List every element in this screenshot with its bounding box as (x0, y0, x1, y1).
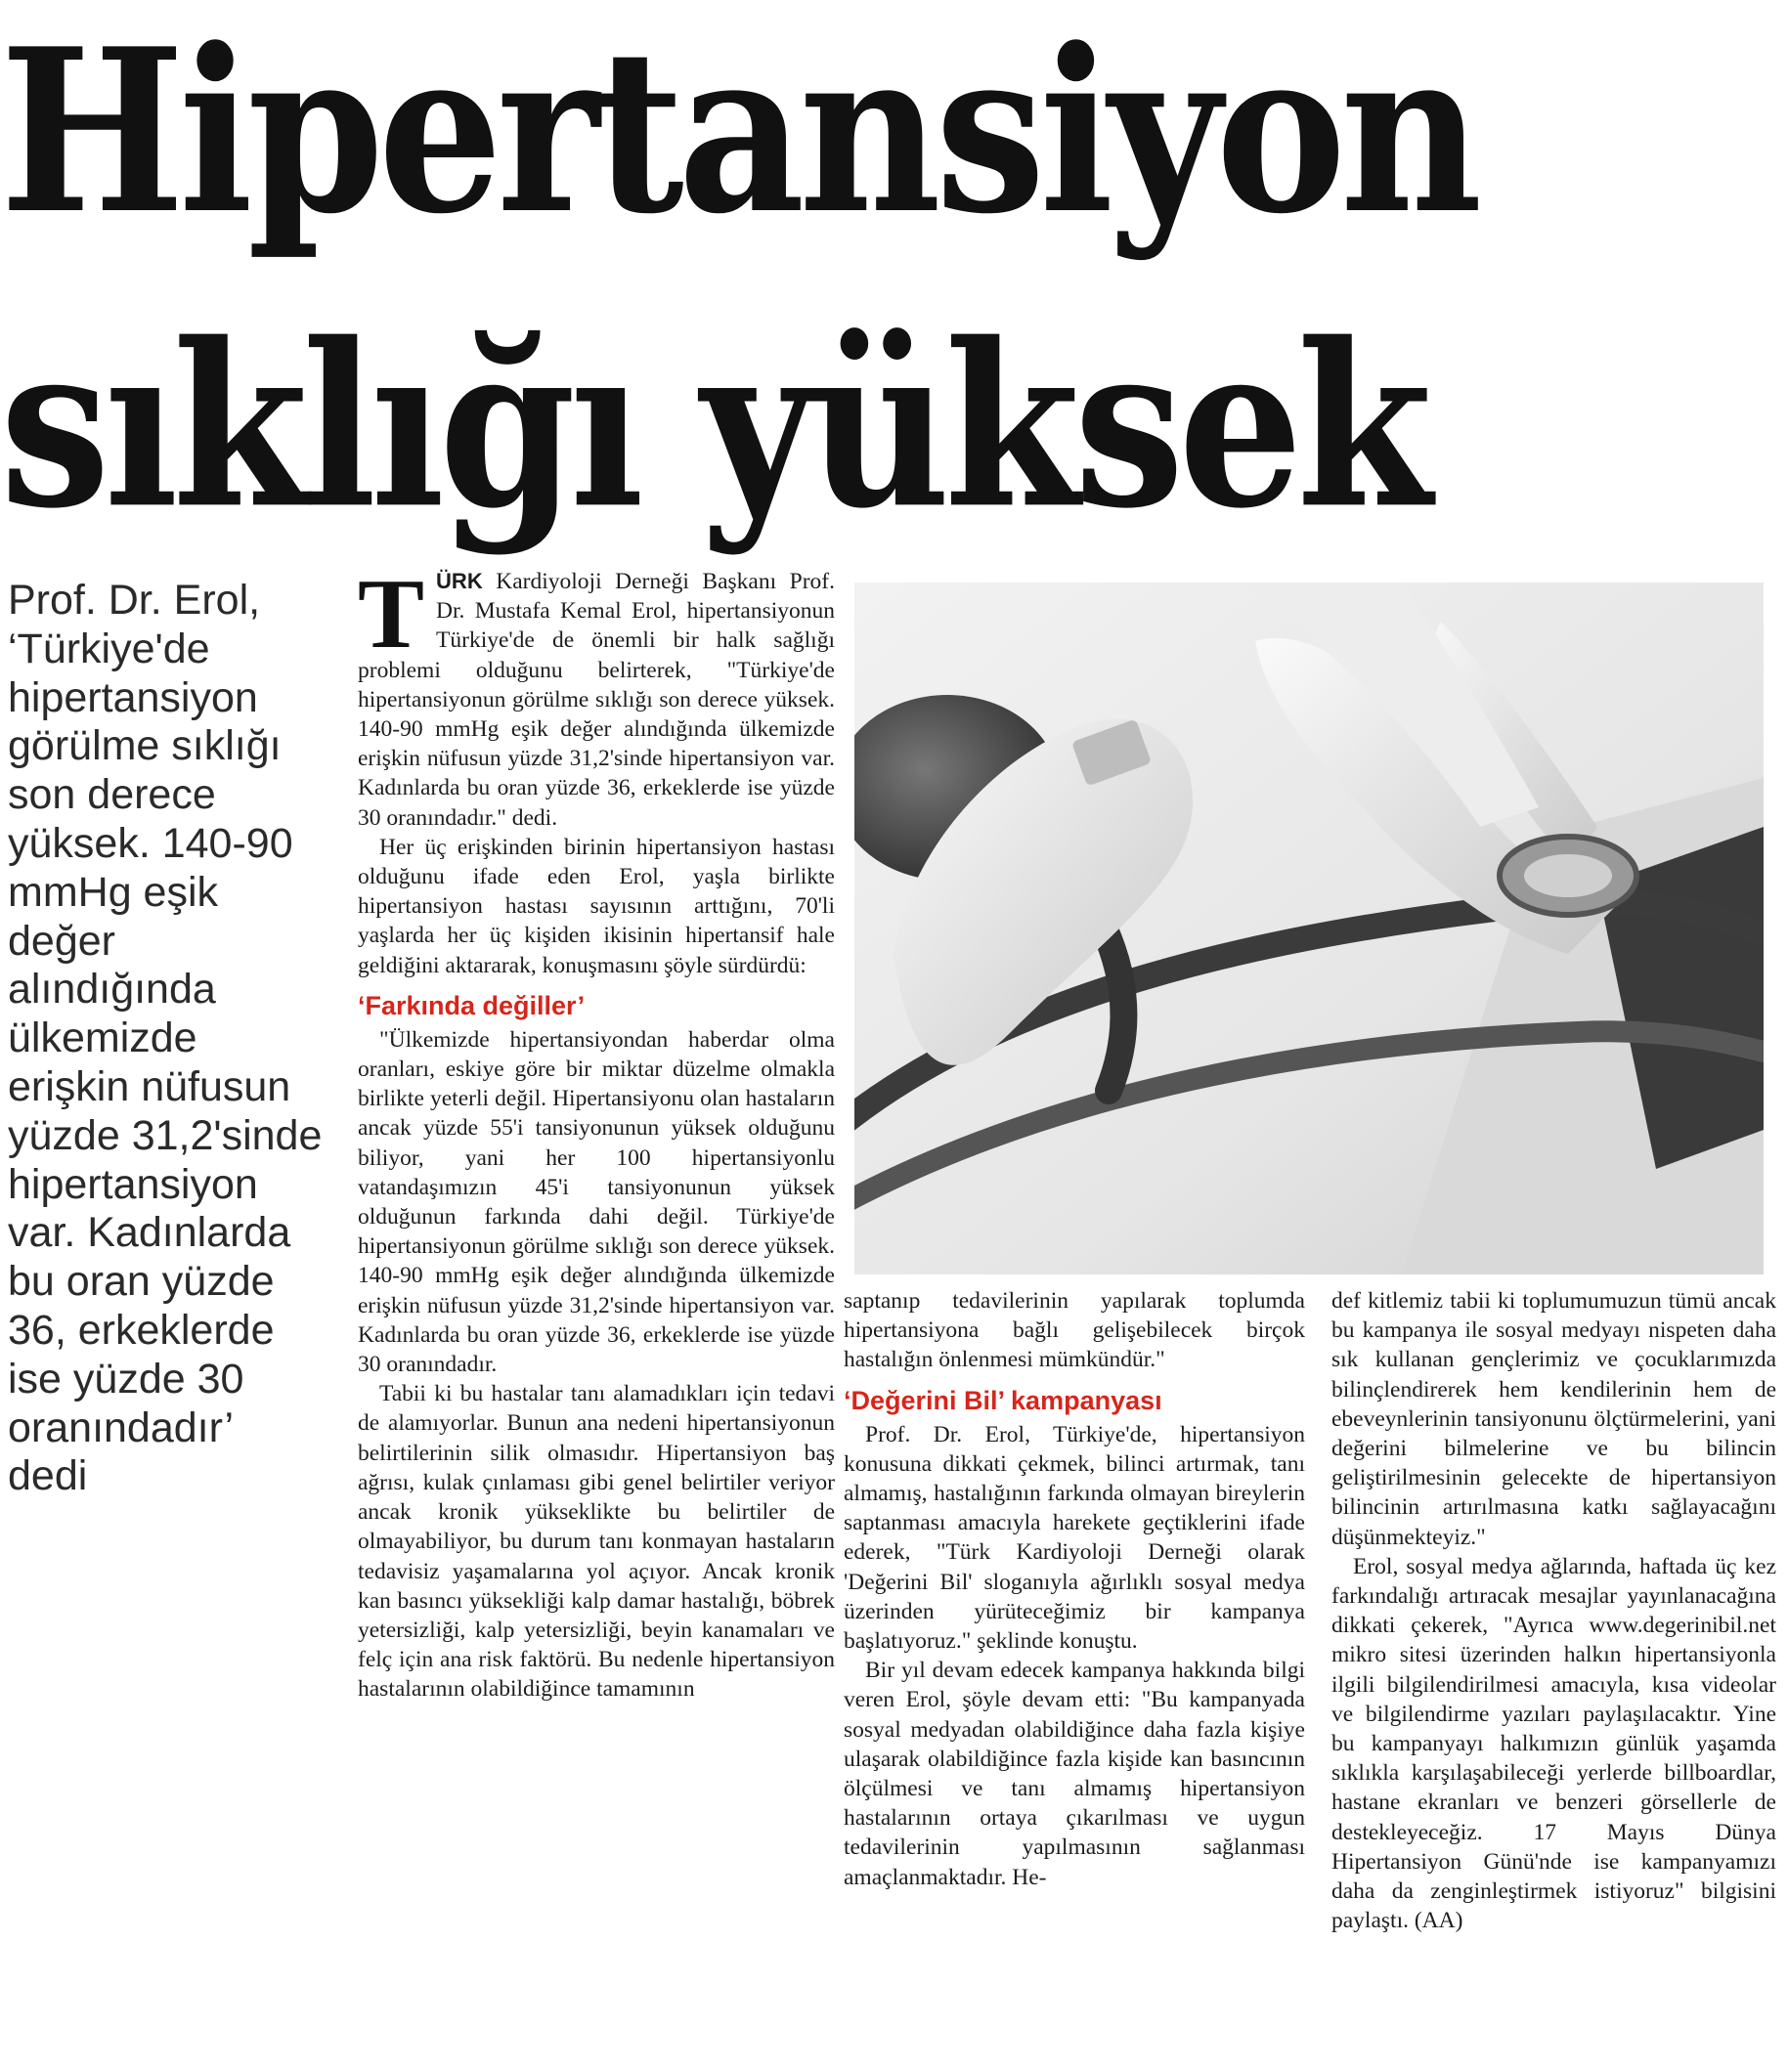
headline-line-1: Hipertansiyon (0, 0, 1477, 265)
article-paragraph-continued: def kitlemiz tabii ki toplumumuzun tümü ancak bu kampanya ile sosyal medyayı nispeten daha sık kullanan gençlerimiz ve çocuklarımızda bilinçlendirerek hem kendilerinin hem de ebeveynlerinin tansiyonunu ölçtürmelerini, yani değerini bilmelerine ve bu bilincin geliştirilmesinin gelecekte de hipertansiyon bilincinin artırılmasına katkı sağlayacağını düşünmekteyiz." (1331, 1288, 1776, 1550)
headline-line-2: sıklığı yüksek (0, 294, 1427, 559)
article-paragraph: Bir yıl devam edecek kampanya hakkında bilgi veren Erol, şöyle devam etti: "Bu kampanyada sosyal medyadan olabildiğince daha fazla kişiye ulaşarak olabildiğince fazla kişide kan basıncının ölçülmesi ve tanı almamış hipertansiyon hastalarının ortaya çıkarılması ve uygun tedavilerinin yapılmasının sağlanması amaçlanmaktadır. He- (844, 1658, 1305, 1890)
article-paragraph: Tabii ki bu hastalar tanı alamadıkları için tedavi de alamıyorlar. Bunun ana nedeni hipertansiyonun belirtilerinin silik olmasıdır. Hipertansiyon baş ağrısı, kulak çınlaması gibi genel belirtiler veriyor ancak kronik yükseklikte bu belirtiler de olmayabiliyor, bu durum tanı konmayan hastaların tedavisiz yaşamalarına yol açıyor. Ancak kronik kan basıncı yüksekliği kalp damar hastalığı, böbrek yetersizliği, kalp yetersizliği, beyin kanamaları ve felç için ana risk faktörü. Bu nedenle hipertansiyon hastalarının olabildiğince tamamının (358, 1381, 835, 1703)
pull-quote: Prof. Dr. Erol, ‘Türkiye'de hipertansiyon görülme sıklığı son derece yüksek. 140-90 mmHg eşik değer alındığında ülkemizde erişkin nüfusun yüzde 31,2'sinde hipertansiyon var. Kadınlarda bu oran yüzde 36, erkeklerde ise yüzde 30 oranındadır’ dedi (8, 577, 323, 1500)
article-column-2 (844, 1286, 1305, 1892)
photo-illustration (854, 583, 1764, 1274)
subheading-degerini-bil: ‘Değerini Bil’ kampanyası (844, 1385, 1162, 1415)
article-paragraph-continued: saptanıp tedavilerinin yapılarak toplumda hipertansiyona bağlı gelişebilecek birçok hastalığın önlenmesi mümkündür." (844, 1288, 1305, 1373)
drop-cap: T (358, 559, 425, 669)
article-paragraph: Prof. Dr. Erol, Türkiye'de, hipertansiyon konusuna dikkati çekmek, bilinci artırmak, tanı almamış, hastalığının farkında olmayan bireylerin saptanması amacıyla harekete geçtiklerini ifade ederek, "Türk Kardiyoloji Derneği olarak 'Değerini Bil' sloganıyla ağırlıklı sosyal medya üzerinden yürüteceğimiz bir kampanya başlatıyoruz." şeklinde konuştu. (844, 1421, 1305, 1655)
article-lead-paragraph (358, 559, 835, 833)
blood-pressure-photo (854, 583, 1764, 1274)
article-paragraph: Erol, sosyal medya ağlarında, haftada üç kez farkındalığı artıracak mesajlar yayınlanacağına dikkati çekerek, "Ayrıca www.degerinibil.net mikro sitesi üzerinden halkın hipertansiyonla ilgili bilgilendirilmesi amacıyla, kısa videolar ve bilgilendirme yazıları paylaşılacaktır. Yine bu kampanyayı halkımızın günlük yaşamda sıklıkla karşılaşabileceği yerlerde billboardlar, hastane ekranları ve benzeri görsellerle de destekleyeceğiz. 17 Mayıs Dünya Hipertansiyon Günü'nde ise kampanyamızı daha da zenginleştirmek istiyoruz" bilgisini paylaştı. (AA) (1331, 1553, 1776, 1934)
subheading-farkinda: ‘Farkında değiller’ (358, 990, 586, 1020)
article-column-3 (1331, 1286, 1776, 1935)
article-paragraph: Her üç erişkinden birinin hipertansiyon hastası olduğunu ifade eden Erol, yaşla birlikte hipertansiyon hastası sayısının arttığını, 70'li yaşlarda her üç kişiden ikisinin hipertansif hale geldiğini aktararak, konuşmasını şöyle sürdürdü: (358, 834, 835, 978)
lead-paragraph-text: Kardiyoloji Derneği Başkanı Prof. Dr. Mustafa Kemal Erol, hipertansiyonun Türkiye'de de önemli bir halk sağlığı problemi olduğunu belirterek, "Türkiye'de hipertansiyonun görülme sıklığı son derece yüksek. 140-90 mmHg eşik değer alındığında ülkemizde erişkin nüfusun yüzde 31,2'sinde hipertansiyon var. Kadınlarda bu oran yüzde 36, erkeklerde ise yüzde 30 oranındadır." dedi. (358, 569, 835, 831)
article-column-1 (358, 559, 835, 1705)
lead-word: ÜRK (436, 569, 483, 593)
article-paragraph: "Ülkemizde hipertansiyondan haberdar olma oranları, eskiye göre bir miktar düzelme olmakla birlikte yeterli değil. Hipertansiyonu olan hastaların ancak yüzde 55'i tansiyonunun yüksek olduğunu biliyor, yani her 100 hipertansiyonlu vatandaşımızın 45'i tansiyonunun yüksek olduğunun farkında dahi değil. Türkiye'de hipertansiyonun görülme sıklığı son derece yüksek. 140-90 mmHg eşik değer alındığında ülkemizde erişkin nüfusun yüzde 31,2'sinde hipertansiyon var. Kadınlarda bu oran yüzde 36, erkeklerde ise yüzde 30 oranındadır. (358, 1026, 835, 1378)
